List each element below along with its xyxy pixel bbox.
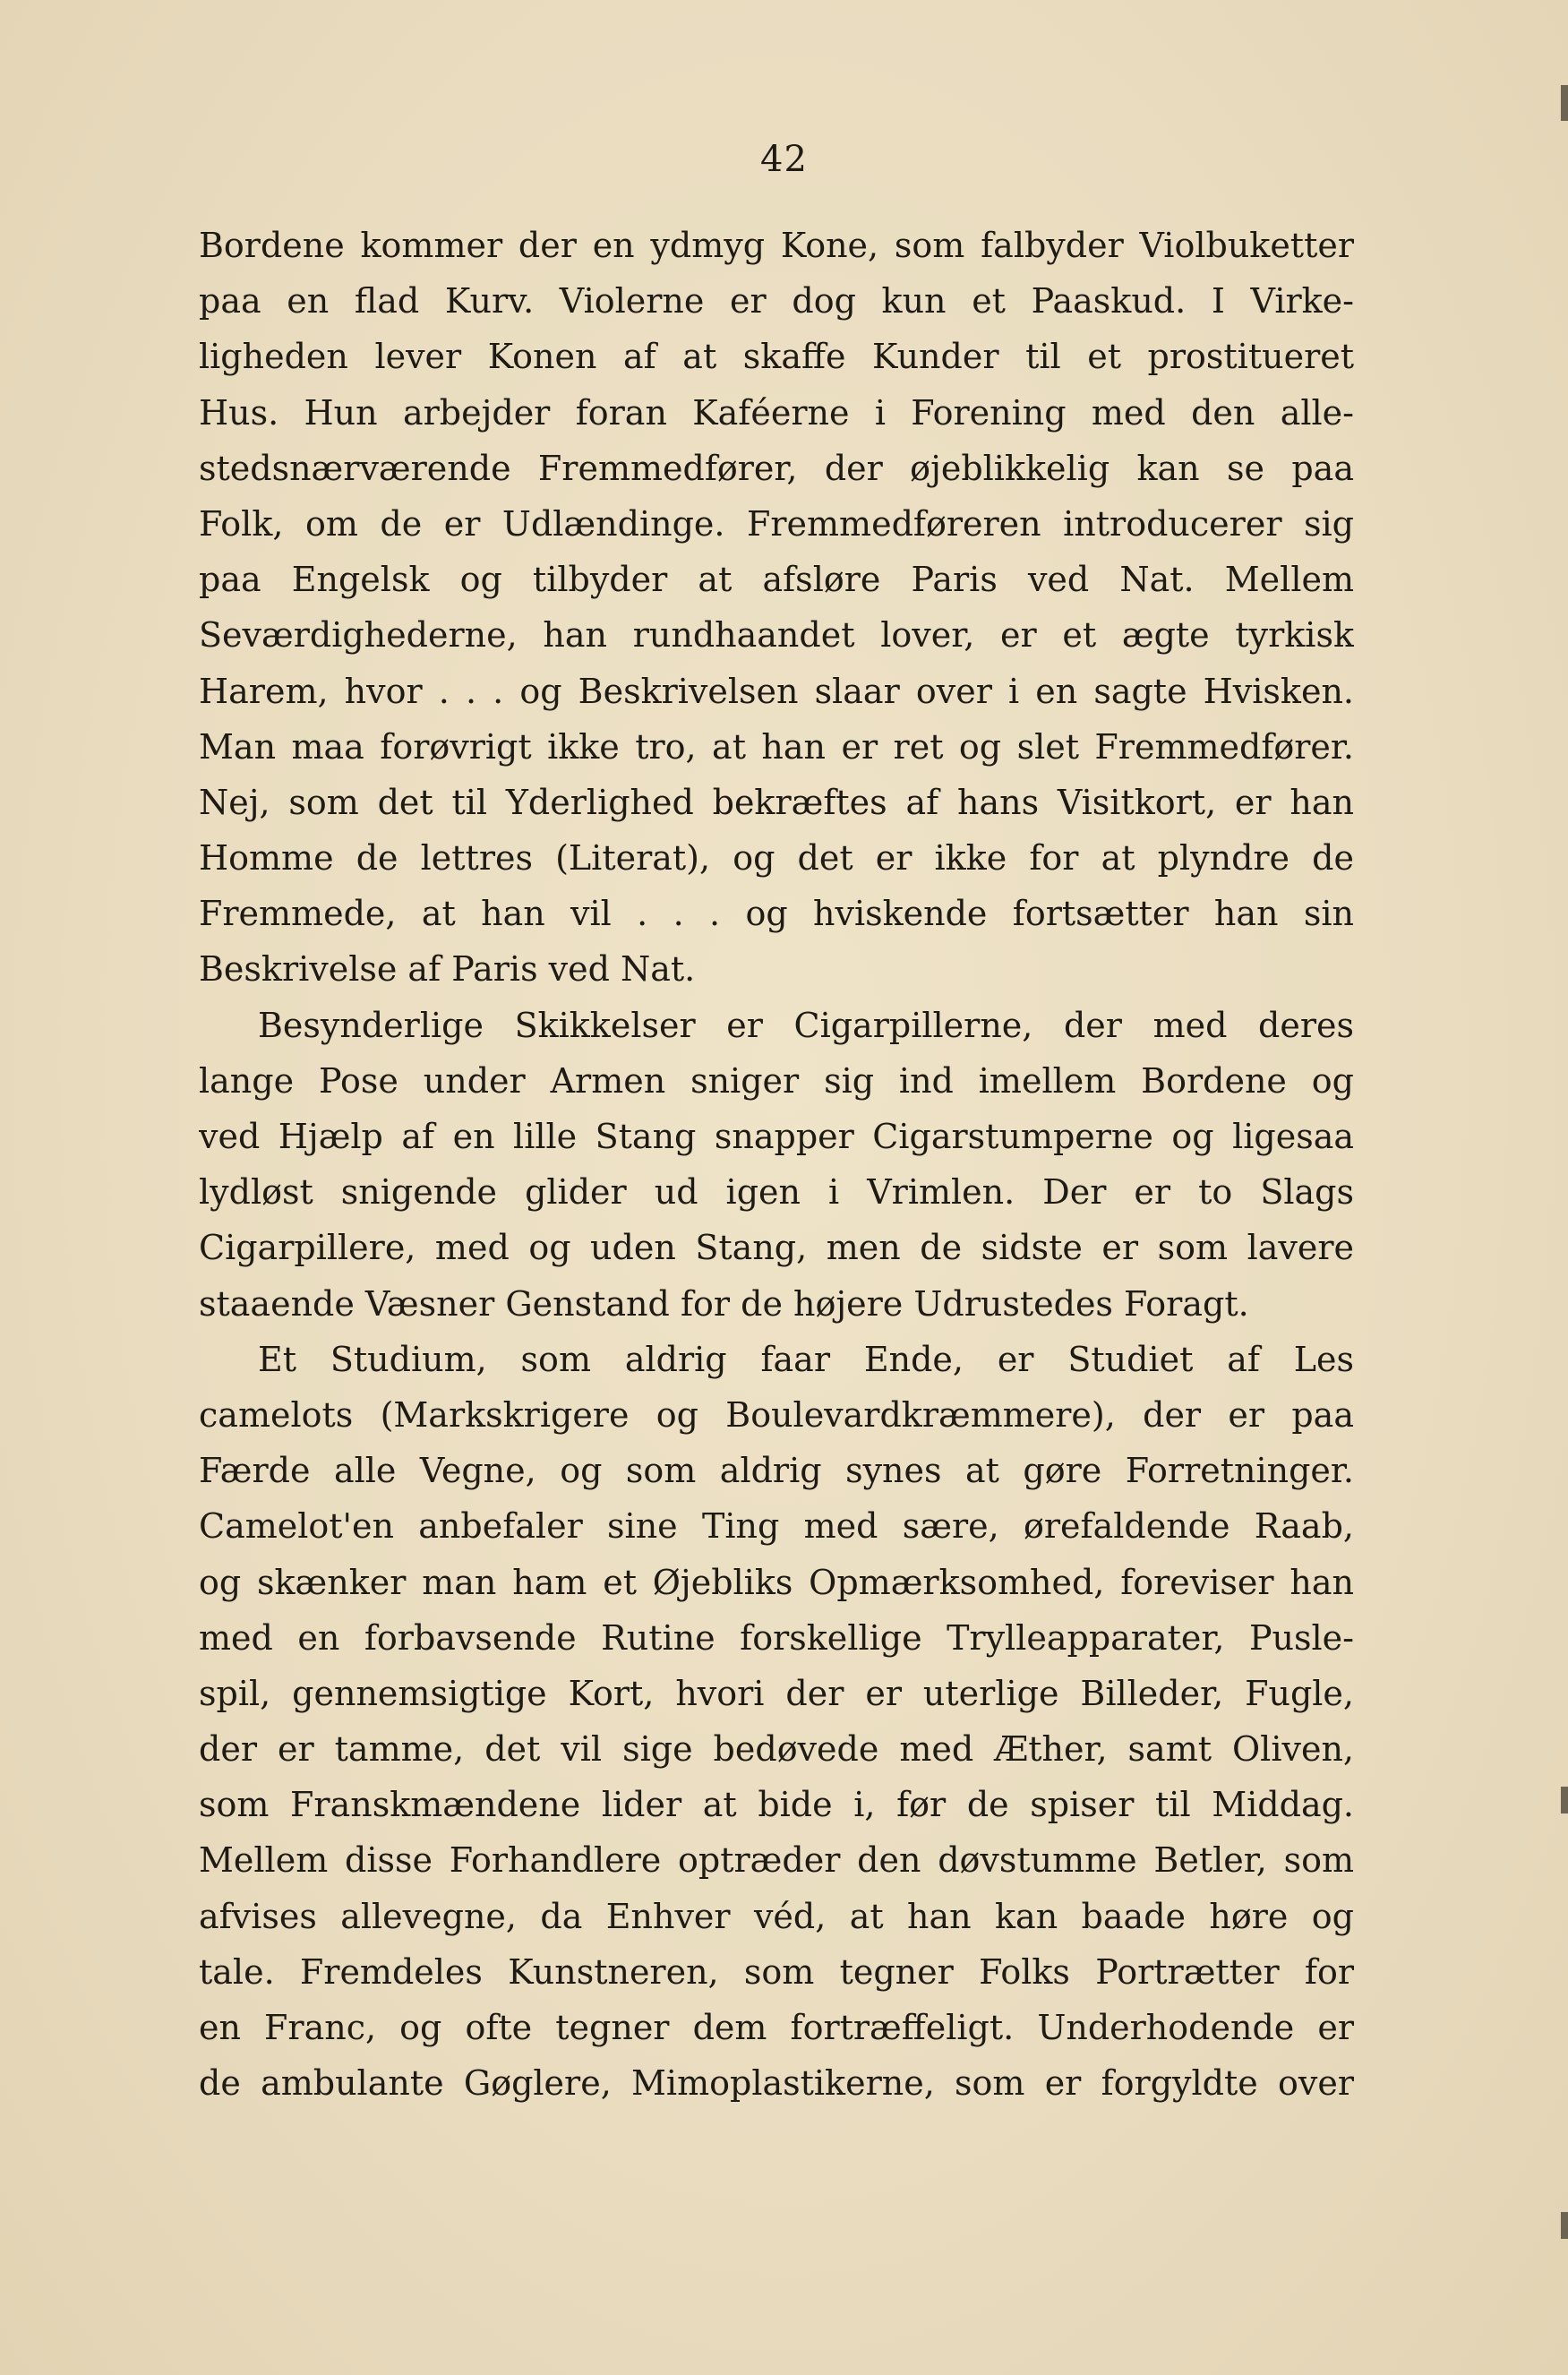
text-line: afvises allevegne, da Enhver véd, at han kan baade høre og [199, 1896, 1354, 1936]
text-line: Hus. Hun arbejder foran Kaféerne i Forening med den alle- [199, 392, 1354, 433]
text-line: lange Pose under Armen sniger sig ind imellem Bordene og [199, 1060, 1354, 1101]
text-line: Man maa forøvrigt ikke tro, at han er ret og slet Fremmedfører. [199, 726, 1354, 767]
text-line: Cigarpillere, med og uden Stang, men de sidste er som lavere [199, 1228, 1354, 1268]
text-line: en Franc, og ofte tegner dem fortræffeligt. Underhodende er [199, 2008, 1354, 2047]
text-line: Seværdighederne, han rundhaandet lover, er et ægte tyrkisk [199, 615, 1354, 656]
text-line: camelots (Markskrigere og Boulevardkræmmere), der er paa [199, 1394, 1354, 1435]
text-line: Et Studium, som aldrig faar Ende, er Studiet af Les [258, 1339, 1354, 1379]
text-line: med en forbavsende Rutine forskellige Trylleapparater, Pusle- [199, 1617, 1354, 1658]
text-line: som Franskmændene lider at bide i, før de spiser til Middag. [199, 1785, 1354, 1825]
text-line: Besynderlige Skikkelser er Cigarpillerne, der med deres [258, 1005, 1354, 1045]
page-number: 42 [760, 139, 808, 180]
edge-mark [1561, 1787, 1568, 1813]
text-line: Folk, om de er Udlændinge. Fremmedføreren introducerer sig [199, 503, 1354, 544]
text-line: ved Hjælp af en lille Stang snapper Cigarstumperne og ligesaa [199, 1117, 1354, 1156]
text-line: der er tamme, det vil sige bedøvede med Æther, samt Oliven, [199, 1729, 1354, 1770]
text-line: paa Engelsk og tilbyder at afsløre Paris ved Nat. Mellem [199, 560, 1354, 600]
text-line: Harem, hvor . . . og Beskrivelsen slaar over i en sagte Hvisken. [199, 671, 1354, 711]
edge-mark [1561, 85, 1568, 121]
text-line: Nej, som det til Yderlighed bekræftes af hans Visitkort, er han [199, 782, 1354, 822]
text-line: og skænker man ham et Øjebliks Opmærksomhed, foreviser han [199, 1562, 1354, 1602]
text-line: spil, gennemsigtige Kort, hvori der er uterlige Billeder, Fugle, [199, 1673, 1354, 1713]
text-line: lydløst snigende glider ud igen i Vrimlen. Der er to Slags [199, 1172, 1354, 1213]
text-line: Fremmede, at han vil . . . og hviskende fortsætter han sin [199, 894, 1354, 934]
body-text [199, 218, 1354, 2111]
text-line: tale. Fremdeles Kunstneren, som tegner Folks Portrætter for [199, 1951, 1354, 1992]
edge-mark [1561, 2212, 1568, 2239]
text-line: Bordene kommer der en ydmyg Kone, som falbyder Violbuketter [199, 226, 1354, 265]
text-line: paa en flad Kurv. Violerne er dog kun et Paaskud. I Virke- [199, 281, 1354, 322]
text-line: Camelot'en anbefaler sine Ting med sære, ørefaldende Raab, [199, 1506, 1354, 1547]
text-line: de ambulante Gøglere, Mimoplastikerne, som er forgyldte over [199, 2063, 1354, 2104]
text-line: Færde alle Vegne, og som aldrig synes at gøre Forretninger. [199, 1451, 1354, 1491]
text-line: staaende Væsner Genstand for de højere Udrustedes Foragt. [199, 1283, 1249, 1324]
text-line: stedsnærværende Fremmedfører, der øjeblikkelig kan se paa [199, 448, 1354, 488]
text-line: Mellem disse Forhandlere optræder den døvstumme Betler, som [199, 1840, 1354, 1881]
text-line: Beskrivelse af Paris ved Nat. [199, 949, 696, 990]
text-line: ligheden lever Konen af at skaffe Kunder til et prostitueret [199, 337, 1354, 377]
text-line: Homme de lettres (Literat), og det er ikke for at plyndre de [199, 838, 1354, 879]
